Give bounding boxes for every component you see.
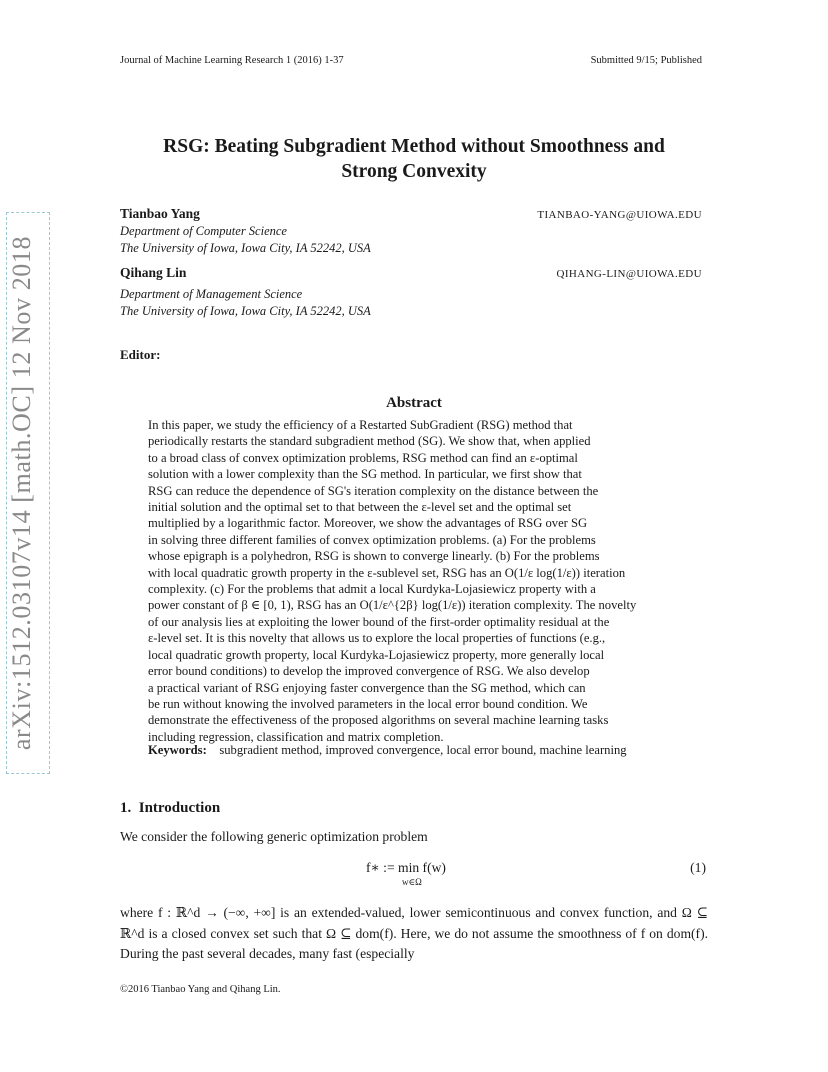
author-name: Qihang Lin (120, 265, 187, 280)
abstract-line: initial solution and the optimal set to that between the ε-level set and the optimal set (148, 500, 572, 515)
copyright-footer: ©2016 Tianbao Yang and Qihang Lin. (120, 984, 281, 995)
abstract-line: error bound conditions) to develop the improved convergence of RSG. We also develop (148, 664, 590, 679)
section-number: 1. (120, 800, 132, 816)
abstract-line: in solving three different families of convex optimization problems. (a) For the problems (148, 532, 596, 547)
abstract-line: be run without knowing the involved parameters in the local error bound condition. We (148, 696, 588, 711)
author-email: TIANBAO-YANG@UIOWA.EDU (537, 209, 702, 221)
abstract-line: a practical variant of RSG enjoying faster convergence than the SG method, which can (148, 680, 586, 695)
title-line-2: Strong Convexity (341, 161, 487, 182)
abstract-line: RSG can reduce the dependence of SG's iteration complexity on the distance between the (148, 483, 599, 498)
author-email: QIHANG-LIN@UIOWA.EDU (556, 268, 702, 280)
intro-sentence: We consider the following generic optimization problem (120, 829, 428, 844)
abstract-line: of our analysis lies at exploiting the lower bound of the first-order optimality residual at the (148, 614, 610, 629)
keywords (148, 742, 680, 758)
body-paragraph: where f : ℝ^d → (−∞, +∞] is an extended-valued, lower semicontinuous and convex function, and Ω ⊆ ℝ^d is a closed convex set such that Ω ⊆ dom(f). Here, we do not assume the smoothness of f on dom(f). During the past several decades, many fast (especially (120, 905, 708, 961)
abstract-line: solution with a lower complexity than the SG method. In particular, we first show that (148, 467, 582, 482)
paper-title (90, 134, 738, 184)
section-title: Introduction (138, 800, 221, 816)
abstract-heading: Abstract (386, 395, 442, 411)
abstract-line: multiplied by a logarithmic factor. Moreover, we show the advantages of RSG over SG (148, 516, 588, 531)
abstract-line: whose epigraph is a polyhedron, RSG is shown to converge linearly. (b) For the problems (148, 549, 600, 564)
submitted-header: Submitted 9/15; Published (590, 55, 702, 66)
arxiv-identifier: arXiv:1512.03107v14 [math.OC] 12 Nov 2018 (7, 235, 36, 751)
author-university: The University of Iowa, Iowa City, IA 52242, USA (120, 304, 371, 318)
author-name: Tianbao Yang (120, 206, 200, 221)
abstract-line: local quadratic growth property, local Kurdyka-Lojasiewicz property, more generally local (148, 647, 605, 662)
equation-number: (1) (690, 860, 706, 875)
author-university: The University of Iowa, Iowa City, IA 52242, USA (120, 241, 371, 255)
abstract-line: periodically restarts the standard subgradient method (SG). We show that, when applied (148, 434, 591, 449)
author-department: Department of Computer Science (120, 224, 287, 238)
author-department: Department of Management Science (120, 287, 303, 301)
abstract-body (148, 417, 680, 745)
journal-header: Journal of Machine Learning Research 1 (2016) 1-37 (120, 55, 344, 66)
abstract-line: power constant of β ∈ [0, 1), RSG has an O(1/ε^{2β} log(1/ε)) iteration complexity. The novelty (148, 598, 637, 613)
keywords-label: Keywords: (148, 743, 207, 757)
abstract-line: demonstrate the effectiveness of the proposed algorithms on several machine learning tasks (148, 713, 609, 728)
abstract-line: In this paper, we study the efficiency of a Restarted SubGradient (RSG) method that (148, 418, 573, 432)
equation-body: f∗ := min f(w) (366, 860, 446, 875)
equation-subscript: w∈Ω (402, 877, 422, 887)
section-heading (120, 800, 220, 817)
title-line-1: RSG: Beating Subgradient Method without Smoothness and (163, 136, 665, 157)
abstract-line: including regression, classification and matrix completion. (148, 729, 444, 744)
keywords-text: subgradient method, improved convergence, local error bound, machine learning (219, 743, 627, 757)
abstract-line: to a broad class of convex optimization problems, RSG method can find an ε-optimal (148, 450, 578, 465)
abstract-line: ε-level set. It is this novelty that allows us to explore the local properties of functions (e.g., (148, 631, 606, 646)
editor-label: Editor: (120, 347, 161, 362)
abstract-line: complexity. (c) For the problems that admit a local Kurdyka-Lojasiewicz property with a (148, 582, 596, 597)
abstract-line: with local quadratic growth property in the ε-sublevel set, RSG has an O(1/ε log(1/ε)) iteration (148, 565, 626, 580)
